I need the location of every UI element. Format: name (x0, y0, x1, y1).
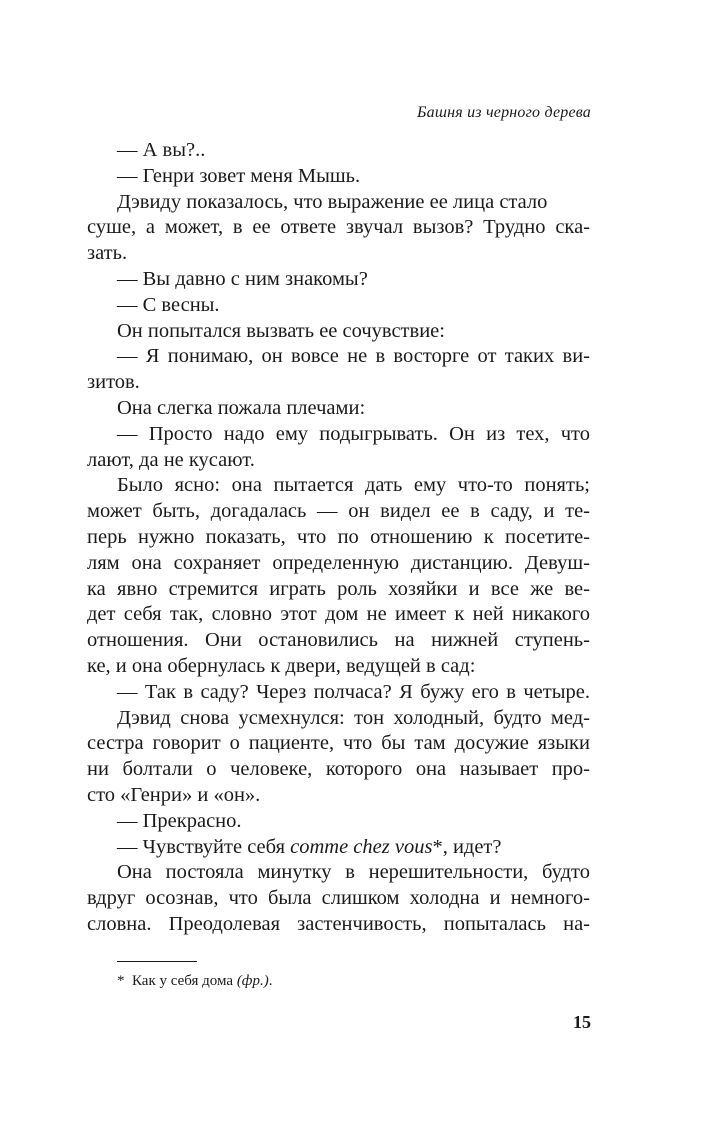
footnote (117, 971, 272, 991)
text-before: — Чувствуйте себя (117, 835, 291, 858)
footnote-text: Как у себя дома (132, 973, 237, 989)
text-after: *, идет? (432, 835, 502, 858)
foreign-phrase: comme chez vous (290, 835, 433, 858)
text-line: — Вы давно с ним знакомы? (117, 267, 368, 290)
text-line: лям она сохраняет определенную дистанцию. Девуш- (87, 551, 590, 574)
text-line: ка явно стремится играть роль хозяйки и все же ве- (87, 577, 590, 600)
text-line: вдруг осознав, что была слишком холодна и немного- (87, 887, 590, 910)
text-line: сестра говорит о пациенте, что бы там досужие языки (87, 732, 590, 755)
text-line: Она постояла минутку в нерешительности, будто (117, 861, 590, 884)
text-line: словна. Преодолевая застенчивость, попыталась на- (87, 912, 590, 935)
text-line: — С весны. (117, 293, 220, 316)
text-line: отношения. Они остановились на нижней ступень- (87, 629, 590, 652)
text-line: дет себя так, словно этот дом не имеет к ней никакого (87, 603, 590, 626)
text-line: перь нужно показать, что по отношению к посетите- (87, 525, 590, 548)
text-line: зитов. (87, 371, 140, 394)
text-line: зать. (87, 242, 128, 265)
text-line-italic (117, 835, 590, 861)
text-line: Он попытался вызвать ее сочувствие: (117, 319, 445, 342)
footnote-italic: (фр.) (236, 973, 269, 989)
footnote-end: . (268, 973, 273, 989)
text-line: может быть, догадалась — он видел ее в саду, и те- (87, 500, 590, 523)
text-line: Дэвид снова усмехнулся: тон холодный, будто мед- (117, 706, 590, 729)
body-text (87, 138, 590, 938)
text-line: — Так в саду? Через полчаса? Я бужу его в четыре. (117, 680, 590, 703)
footnote-rule (117, 961, 197, 962)
text-line: ни болтали о человеке, которого она называет про- (87, 758, 590, 781)
footnote-marker: * (117, 973, 125, 989)
text-line: Было ясно: она пытается дать ему что-то понять; (117, 474, 590, 497)
text-line: — Я понимаю, он вовсе не в восторге от таких ви- (117, 345, 590, 368)
text-line: — Прекрасно. (117, 809, 242, 832)
page-number: 15 (573, 1012, 591, 1032)
text-line: сто «Генри» и «он». (87, 783, 261, 806)
running-head: Башня из черного дерева (417, 104, 591, 121)
text-line: суше, а может, в ее ответе звучал вызов? Трудно ска- (87, 216, 590, 239)
text-line: — Просто надо ему подыгрывать. Он из тех, что (117, 422, 590, 445)
text-line: лают, да не кусают. (87, 448, 255, 471)
text-line: — Генри зовет меня Мышь. (117, 164, 361, 187)
text-line: Она слегка пожала плечами: (117, 396, 366, 419)
text-line: — А вы?.. (117, 139, 206, 161)
text-line: ке, и она обернулась к двери, ведущей в сад: (87, 654, 476, 677)
text-line: Дэвиду показалось, что выражение ее лица стало (117, 190, 548, 213)
